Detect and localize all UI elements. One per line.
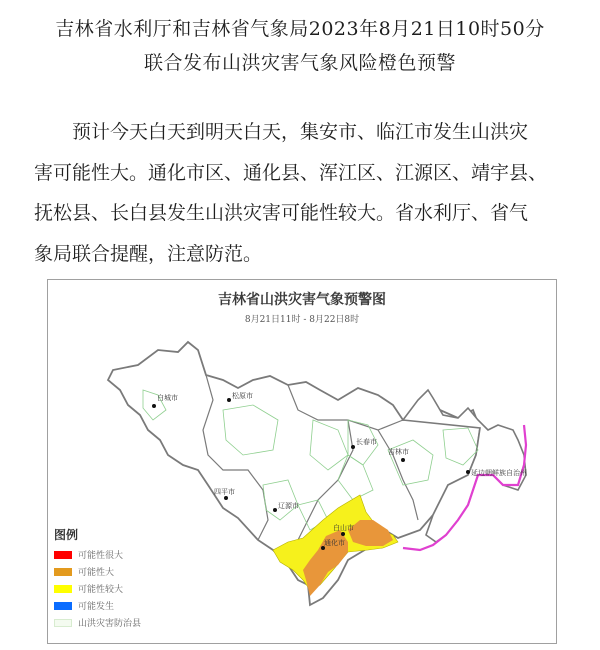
legend-item-moderate — [54, 580, 141, 597]
city-label-baishan: 白山市 — [333, 524, 354, 532]
legend-label: 可能发生 — [78, 602, 115, 612]
body-line-1: 预计今天白天到明天白天，集安市、临江市发生山洪灾 — [72, 121, 529, 143]
legend-item-prevention-county — [54, 614, 141, 631]
legend-swatch-orange — [54, 568, 72, 576]
legend-title: 图例 — [54, 528, 79, 542]
announcement-body — [34, 112, 570, 274]
announcement-title-line1: 吉林省水利厅和吉林省气象局2023年8月21日10时50分 — [55, 18, 545, 40]
map-title: 吉林省山洪灾害气象预警图 — [218, 292, 386, 308]
warning-map — [47, 279, 557, 644]
legend-swatch-white — [54, 619, 72, 627]
city-label-songyuan: 松原市 — [232, 392, 253, 400]
map-subtitle: 8月21日11时 - 8月22日8时 — [244, 315, 360, 325]
legend-item-very-high — [54, 546, 141, 563]
city-label-jilin: 吉林市 — [388, 448, 409, 456]
legend-label: 可能性较大 — [78, 585, 124, 595]
city-label-changchun: 长春市 — [356, 438, 377, 446]
body-line-3: 抚松县、长白县发生山洪灾害可能性较大。省水利厅、省气 — [34, 202, 529, 224]
city-label-yanbian: 延边朝鲜族自治州 — [471, 469, 527, 477]
city-label-tonghua: 通化市 — [324, 539, 345, 547]
body-line-2: 害可能性大。通化市区、通化县、浑江区、江源区、靖宇县、 — [34, 161, 548, 184]
legend-swatch-yellow — [54, 585, 72, 593]
legend-item-high — [54, 563, 141, 580]
city-label-baicheng: 白城市 — [157, 394, 178, 402]
legend-item-possible — [54, 597, 141, 614]
legend-label: 可能性很大 — [78, 551, 124, 561]
legend-swatch-red — [54, 551, 72, 559]
legend-swatch-blue — [54, 602, 72, 610]
city-label-liaoyuan: 辽源市 — [278, 502, 299, 510]
city-label-siping: 四平市 — [214, 488, 235, 496]
legend-label: 山洪灾害防治县 — [78, 619, 142, 629]
announcement-title-line2: 联合发布山洪灾害气象风险橙色预警 — [143, 52, 456, 74]
body-line-4: 象局联合提醒，注意防范。 — [34, 242, 263, 265]
legend-label: 可能性大 — [78, 568, 115, 578]
map-legend — [54, 526, 141, 631]
